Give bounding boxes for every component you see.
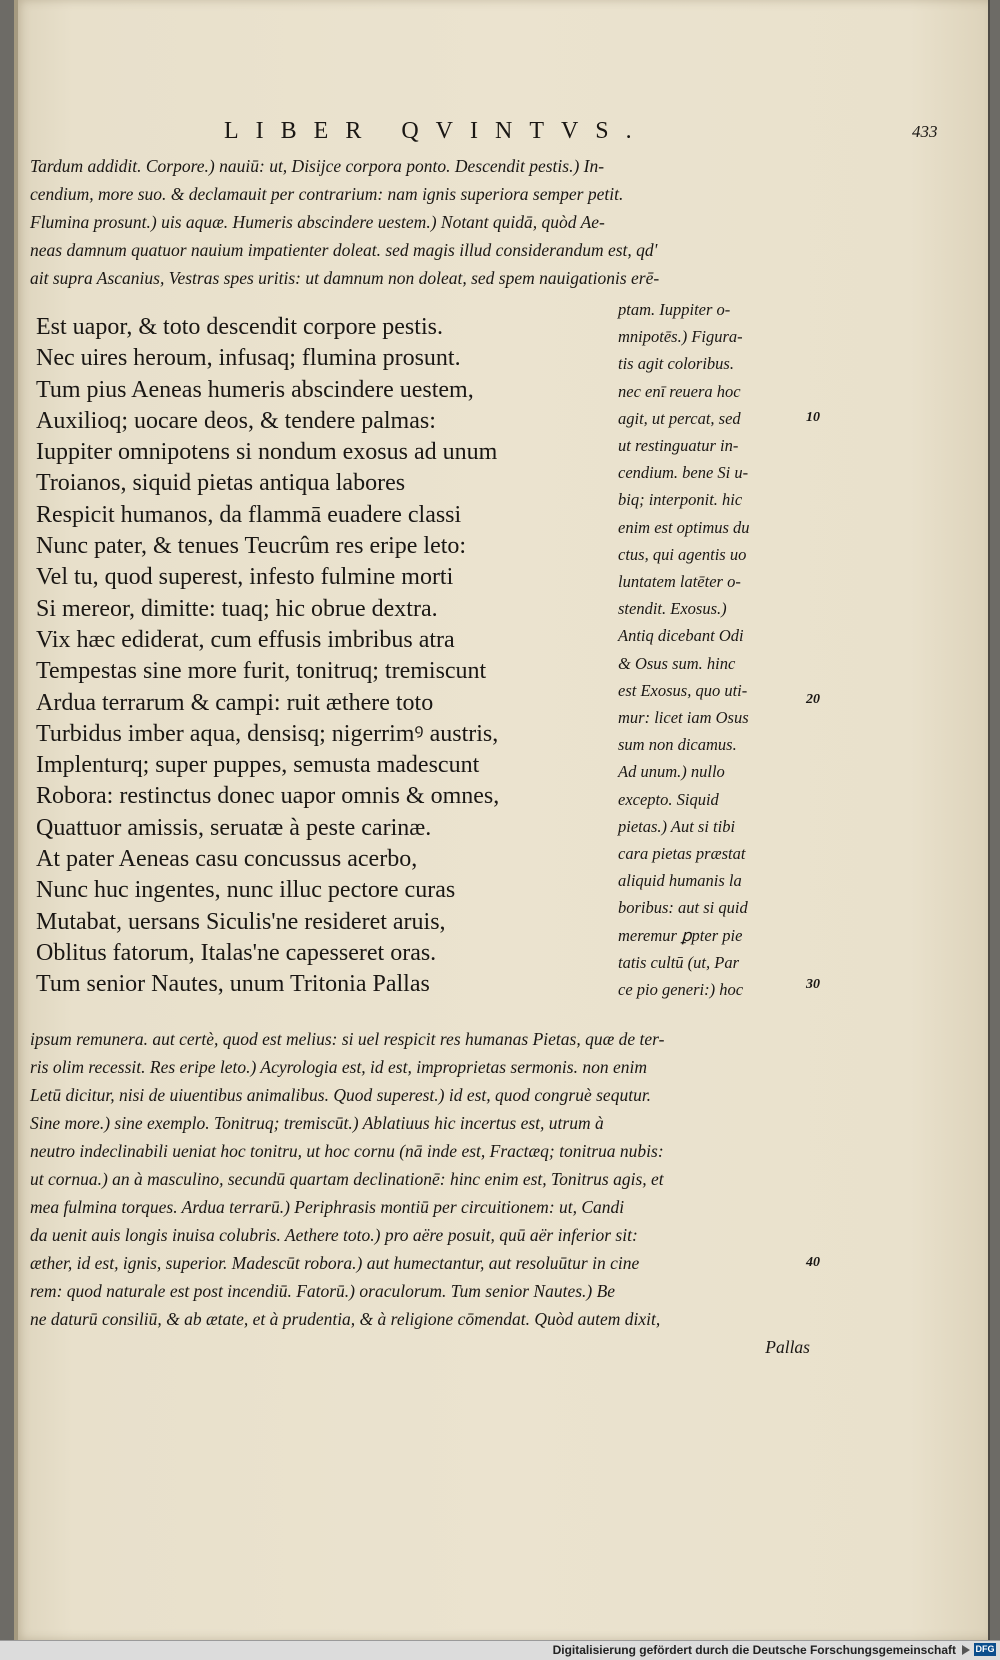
commentary-line: tatis cultū (ut, Par	[618, 952, 739, 972]
commentary-line: ut restinguatur in-	[618, 436, 739, 456]
commentary-line: cendium. bene Si u-	[618, 463, 749, 483]
commentary-line: Tardum addidit. Corpore.) nauiū: ut, Disijce corpora ponto. Descendit pestis.) In-	[30, 156, 605, 176]
commentary-line: ne daturū consiliū, & ab ætate, et à prudentia, & à religione cōmendat. Quòd autem dixit,	[30, 1309, 661, 1329]
line-number: 10	[806, 410, 820, 425]
verse-line: Robora: restinctus donec uapor omnis & omnes,	[36, 783, 500, 810]
commentary-line: ipsum remunera. aut certè, quod est melius: si uel respicit res humanas Pietas, quæ de ter-	[30, 1029, 665, 1049]
verse-line: Ardua terrarum & campi: ruit æthere toto	[36, 689, 434, 716]
commentary-line: ait supra Ascanius, Vestras spes uritis: ut damnum non doleat, sed spem nauigationis erē-	[30, 268, 660, 288]
funding-credit: Digitalisierung gefördert durch die Deutsche Forschungsgemeinschaft	[552, 1643, 956, 1657]
commentary-line: est Exosus, quo uti-	[618, 680, 748, 700]
running-head	[14, 118, 988, 148]
verse-line: Nunc pater, & tenues Teucrûm res eripe leto:	[36, 533, 467, 560]
verse-line: Vix hæc ediderat, cum effusis imbribus atra	[36, 626, 455, 653]
commentary-line: Sine more.) sine exemplo. Tonitruq; tremiscūt.) Ablatiuus hic incertus est, utrum à	[30, 1113, 604, 1133]
commentary-line: ce pio generi:) hoc	[618, 980, 744, 1000]
verse-line: Tempestas sine more furit, tonitruq; tremiscunt	[36, 658, 487, 685]
verse-line: Turbidus imber aqua, densisq; nigerrimꝰ austris,	[36, 720, 499, 747]
commentary-line: mur: licet iam Osus	[618, 708, 749, 728]
verse-line: Oblitus fatorum, Italas'ne capesseret oras.	[36, 939, 437, 966]
running-title: LIBER QVINTVS.	[224, 118, 649, 144]
commentary-line: neutro indeclinabili ueniat hoc tonitru, ut hoc cornu (nā inde est, Fractæq; tonitrua nubis:	[30, 1141, 664, 1161]
verse-line: Iuppiter omnipotens si nondum exosus ad unum	[36, 439, 498, 466]
commentary-line: sum non dicamus.	[618, 735, 737, 755]
commentary-line: ut cornua.) an à masculino, secundū quartam declinationē: hinc enim est, Tonitrus agis, et	[30, 1169, 664, 1189]
commentary-line: boribus: aut si quid	[618, 898, 748, 918]
commentary-line: pietas.) Aut si tibi	[618, 816, 736, 836]
commentary-line: cara pietas præstat	[618, 844, 746, 864]
commentary-line: stendit. Exosus.)	[618, 599, 727, 619]
line-number: 40	[806, 1255, 820, 1270]
commentary-line: aliquid humanis la	[618, 871, 742, 891]
commentary-line: rem: quod naturale est post incendiū. Fatorū.) oraculorum. Tum senior Nautes.) Be	[30, 1281, 616, 1301]
verse-line: Implenturq; super puppes, semusta madescunt	[36, 752, 480, 779]
commentary-line: Flumina prosunt.) uis aquæ. Humeris abscindere uestem.) Notant quidā, quòd Ae-	[30, 212, 605, 232]
bottom-commentary	[30, 1025, 830, 1361]
commentary-line: meremur ꝑpter pie	[618, 925, 743, 945]
commentary-line: mnipotēs.) Figura-	[618, 327, 743, 347]
verse-line: Nunc huc ingentes, nunc illuc pectore curas	[36, 877, 456, 904]
commentary-line: cendium, more suo. & declamauit per contrarium: nam ignis superiora semper petit.	[30, 184, 624, 204]
commentary-line: Ad unum.) nullo	[618, 762, 725, 782]
verse-line: Auxilioq; uocare deos, & tendere palmas:	[36, 407, 436, 434]
book-page	[14, 0, 990, 1640]
top-commentary	[30, 152, 830, 292]
dfg-logo[interactable]: DFG	[975, 1644, 995, 1654]
verse-line: At pater Aeneas casu concussus acerbo,	[36, 846, 418, 873]
verse-line: Nec uires heroum, infusaq; flumina prosunt.	[36, 345, 461, 372]
folio-number: 433	[912, 122, 938, 141]
commentary-line: excepto. Siquid	[618, 789, 719, 809]
commentary-line: ctus, qui agentis uo	[618, 544, 747, 564]
page-gutter	[14, 0, 18, 1640]
commentary-line: ptam. Iuppiter o-	[618, 300, 731, 319]
commentary-line: agit, ut percat, sed	[618, 408, 741, 428]
verse-line: Quattuor amissis, seruatæ à peste carinæ.	[36, 814, 432, 841]
verse-line: Mutabat, uersans Siculis'ne resideret aruis,	[36, 908, 446, 935]
verse-line: Si mereor, dimitte: tuaq; hic obrue dextra.	[36, 595, 438, 622]
commentary-line: neas damnum quatuor nauium impatienter doleat. sed magis illud considerandum est, qd'	[30, 240, 658, 260]
verse-block	[36, 312, 616, 1001]
commentary-line: æther, id est, ignis, superior. Madescūt robora.) aut humectantur, aut resoluūtur in cine	[30, 1253, 640, 1273]
side-commentary	[618, 296, 818, 1003]
commentary-line: biq; interponit. hic	[618, 490, 743, 510]
commentary-line: luntatem latēter o-	[618, 572, 741, 592]
verse-line: Troianos, siquid pietas antiqua labores	[36, 470, 406, 497]
commentary-line: mea fulmina torques. Ardua terrarū.) Periphrasis montiū per circuitionem: ut, Candi	[30, 1197, 625, 1217]
commentary-line: tis agit coloribus.	[618, 354, 734, 374]
line-number: 20	[806, 692, 820, 707]
line-number: 30	[806, 977, 820, 992]
commentary-line: enim est optimus du	[618, 517, 750, 537]
commentary-line: ris olim recessit. Res eripe leto.) Acyrologia est, id est, improprietas sermonis. non enim	[30, 1057, 647, 1077]
verse-line: Respicit humanos, da flammā euadere classi	[36, 501, 462, 528]
verse-line: Vel tu, quod superest, infesto fulmine morti	[36, 564, 454, 591]
footer-bar	[0, 1640, 1000, 1660]
commentary-line: & Osus sum. hinc	[618, 653, 736, 673]
verse-line: Est uapor, & toto descendit corpore pestis.	[36, 314, 443, 340]
commentary-line: Antiq dicebant Odi	[618, 626, 744, 646]
verse-line: Tum pius Aeneas humeris abscindere uestem,	[36, 376, 474, 403]
catchword: Pallas	[765, 1337, 810, 1357]
commentary-line: nec enī reuera hoc	[618, 381, 741, 401]
commentary-line: da uenit auis longis inuisa colubris. Aethere toto.) pro aëre posuit, quū aër inferior sit:	[30, 1225, 638, 1245]
verse-line: Tum senior Nautes, unum Tritonia Pallas	[36, 971, 430, 998]
arrow-right-icon	[962, 1645, 970, 1655]
commentary-line: Letū dicitur, nisi de uiuentibus animalibus. Quod superest.) id est, quod congruè sequtur.	[30, 1085, 652, 1105]
